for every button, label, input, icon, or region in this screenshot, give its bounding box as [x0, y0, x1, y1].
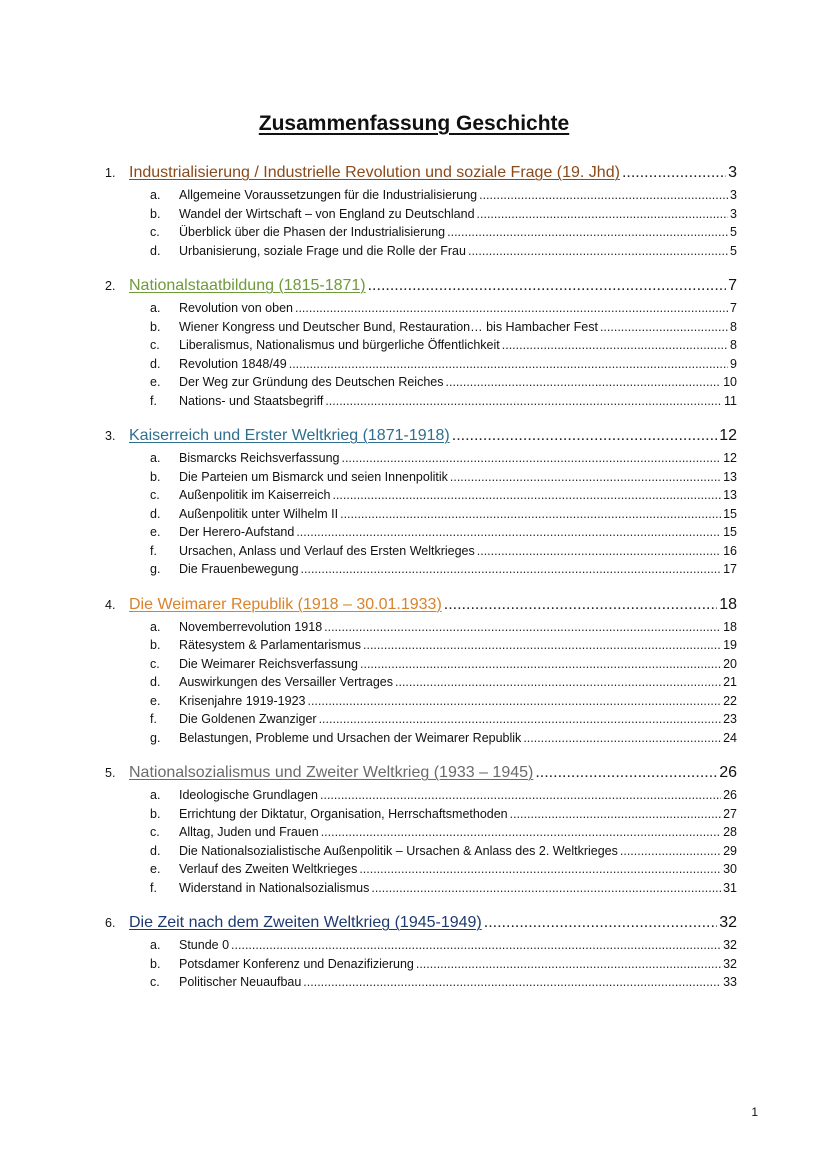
toc-chapter-link[interactable] [105, 423, 737, 449]
subsection-title: Rätesystem & Parlamentarismus [179, 638, 362, 652]
chapter-title[interactable]: Die Weimarer Republik (1918 – 30.01.1933) [129, 595, 442, 613]
toc-chapter-link[interactable] [105, 273, 737, 299]
toc-subsection-link[interactable] [105, 542, 737, 561]
subsection-page-number: 13 [723, 469, 737, 484]
subsection-title: Ideologische Grundlagen [179, 788, 318, 802]
subsection-letter: e. [150, 862, 161, 876]
subsection-letter: f. [150, 880, 157, 895]
toc-subsection-link[interactable] [105, 936, 737, 955]
toc-subsection-link[interactable] [105, 205, 737, 224]
toc-subsection-link[interactable] [105, 505, 737, 524]
toc-subsection-link[interactable] [105, 860, 737, 879]
subsection-title: Verlauf des Zweiten Weltkrieges [179, 862, 358, 876]
chapter-page-number: 18 [719, 595, 737, 613]
subsection-letter: c. [150, 488, 160, 502]
dot-leader [341, 449, 721, 468]
subsection-letter: e. [150, 693, 161, 708]
subsection-title: Allgemeine Voraussetzungen für die Industrialisierung [179, 188, 478, 202]
subsection-page-number: 26 [723, 788, 737, 802]
dot-leader [301, 560, 722, 579]
subsection-letter: c. [150, 825, 160, 839]
subsection-letter: e. [150, 375, 161, 389]
chapter-number: 2. [105, 279, 116, 293]
toc-subsection-link[interactable] [105, 786, 737, 805]
subsection-title: Außenpolitik im Kaiserreich [179, 488, 331, 502]
subsection-page-number: 5 [730, 243, 737, 258]
subsection-letter: a. [150, 188, 161, 202]
table-of-contents [105, 160, 737, 1005]
subsection-letter: b. [150, 319, 161, 334]
subsection-title: Der Herero-Aufstand [179, 525, 295, 539]
subsection-title: Wandel der Wirtschaft – von England zu Deutschland [179, 206, 475, 221]
toc-subsection-link[interactable] [105, 823, 737, 842]
subsection-letter: a. [150, 301, 161, 315]
toc-section-2 [105, 273, 737, 410]
toc-chapter-link[interactable] [105, 910, 737, 936]
subsection-letter: c. [150, 225, 160, 239]
subsection-page-number: 33 [723, 975, 737, 989]
subsection-page-number: 13 [723, 488, 737, 502]
subsection-title: Novemberrevolution 1918 [179, 619, 323, 634]
subsection-page-number: 23 [723, 712, 737, 726]
subsection-title: Widerstand in Nationalsozialismus [179, 880, 370, 895]
toc-subsection-link[interactable] [105, 318, 737, 337]
toc-subsection-link[interactable] [105, 299, 737, 318]
toc-subsection-link[interactable] [105, 729, 737, 748]
dot-leader [416, 955, 721, 974]
toc-subsection-link[interactable] [105, 336, 737, 355]
dot-leader [296, 523, 721, 542]
subsection-letter: g. [150, 730, 161, 745]
dot-leader [360, 655, 721, 674]
dot-leader [446, 373, 722, 392]
subsection-letter: g. [150, 562, 161, 576]
toc-chapter-link[interactable] [105, 592, 737, 618]
subsection-title: Nations- und Staatsbegriff [179, 393, 324, 408]
dot-leader [600, 318, 728, 337]
chapter-title[interactable]: Nationalstaatbildung (1815-1871) [129, 277, 366, 294]
dot-leader [523, 729, 721, 748]
subsection-title: Die Nationalsozialistische Außenpolitik – Ursachen & Anlass des 2. Weltkrieges [179, 843, 618, 858]
subsection-page-number: 30 [723, 862, 737, 876]
chapter-page-number: 32 [719, 914, 737, 931]
subsection-letter: b. [150, 469, 161, 484]
dot-leader [371, 879, 721, 898]
toc-section-1 [105, 160, 737, 260]
dot-leader [452, 423, 717, 449]
subsection-title: Die Frauenbewegung [179, 562, 299, 576]
subsection-letter: f. [150, 393, 157, 408]
subsection-page-number: 24 [723, 730, 737, 745]
subsection-letter: a. [150, 788, 161, 802]
subsection-page-number: 27 [723, 806, 737, 821]
subsection-title: Wiener Kongress und Deutscher Bund, Restauration… bis Hambacher Fest [179, 319, 598, 334]
subsection-title: Errichtung der Diktatur, Organisation, Herrschaftsmethoden [179, 806, 508, 821]
toc-subsection-link[interactable] [105, 223, 737, 242]
subsection-page-number: 28 [723, 825, 737, 839]
subsection-title: Alltag, Juden und Frauen [179, 825, 319, 839]
chapter-title[interactable]: Kaiserreich und Erster Weltkrieg (1871-1918) [129, 427, 450, 444]
subsection-letter: d. [150, 243, 161, 258]
toc-subsection-link[interactable] [105, 842, 737, 861]
dot-leader [340, 505, 721, 524]
dot-leader [477, 205, 729, 224]
subsection-page-number: 17 [723, 562, 737, 576]
toc-subsection-link[interactable] [105, 355, 737, 374]
toc-subsection-link[interactable] [105, 636, 737, 655]
dot-leader [444, 592, 717, 618]
dot-leader [447, 223, 728, 242]
dot-leader [479, 186, 728, 205]
dot-leader [319, 710, 722, 729]
toc-subsection-link[interactable] [105, 710, 737, 729]
subsection-letter: b. [150, 806, 161, 821]
dot-leader [368, 273, 726, 299]
subsection-title: Krisenjahre 1919-1923 [179, 693, 306, 708]
dot-leader [363, 636, 721, 655]
dot-leader [468, 242, 728, 261]
subsection-letter: b. [150, 638, 161, 652]
toc-chapter-link[interactable] [105, 160, 737, 186]
dot-leader [324, 618, 721, 637]
subsection-letter: b. [150, 206, 161, 221]
toc-subsection-link[interactable] [105, 449, 737, 468]
subsection-letter: b. [150, 956, 161, 971]
dot-leader [510, 805, 721, 824]
dot-leader [332, 486, 721, 505]
subsection-letter: a. [150, 938, 161, 952]
subsection-page-number: 7 [730, 301, 737, 315]
chapter-title[interactable]: Industrialisierung / Industrielle Revolution und soziale Frage (19. Jhd) [129, 164, 620, 181]
subsection-page-number: 8 [730, 338, 737, 352]
toc-section-5 [105, 760, 737, 897]
dot-leader [620, 842, 721, 861]
subsection-page-number: 18 [723, 619, 737, 634]
dot-leader [320, 786, 721, 805]
subsection-page-number: 11 [724, 393, 737, 408]
subsection-page-number: 32 [723, 938, 737, 952]
subsection-letter: d. [150, 356, 161, 371]
subsection-title: Liberalismus, Nationalismus und bürgerliche Öffentlichkeit [179, 338, 500, 352]
subsection-page-number: 19 [723, 638, 737, 652]
subsection-letter: c. [150, 975, 160, 989]
dot-leader [535, 760, 717, 786]
chapter-page-number: 7 [728, 277, 737, 294]
toc-section-3 [105, 423, 737, 579]
subsection-title: Urbanisierung, soziale Frage und die Rolle der Frau [179, 243, 466, 258]
subsection-page-number: 15 [723, 506, 737, 521]
dot-leader [395, 673, 721, 692]
subsection-letter: c. [150, 656, 160, 671]
subsection-page-number: 20 [723, 656, 737, 671]
dot-leader [303, 973, 721, 992]
subsection-title: Die Weimarer Reichsverfassung [179, 656, 358, 671]
chapter-number: 6. [105, 916, 116, 930]
toc-subsection-link[interactable] [105, 805, 737, 824]
subsection-letter: f. [150, 712, 157, 726]
subsection-letter: e. [150, 525, 161, 539]
toc-subsection-link[interactable] [105, 242, 737, 261]
subsection-page-number: 22 [723, 693, 737, 708]
toc-subsection-link[interactable] [105, 692, 737, 711]
toc-subsection-link[interactable] [105, 373, 737, 392]
page-number: 1 [751, 1105, 758, 1119]
toc-subsection-link[interactable] [105, 468, 737, 487]
subsection-letter: d. [150, 675, 161, 689]
subsection-page-number: 9 [730, 356, 737, 371]
subsection-page-number: 29 [723, 843, 737, 858]
subsection-title: Revolution 1848/49 [179, 356, 287, 371]
chapter-number: 5. [105, 766, 116, 780]
subsection-page-number: 15 [723, 525, 737, 539]
subsection-page-number: 16 [723, 543, 737, 558]
toc-subsection-link[interactable] [105, 186, 737, 205]
toc-subsection-link[interactable] [105, 523, 737, 542]
toc-chapter-link[interactable] [105, 760, 737, 786]
toc-subsection-link[interactable] [105, 392, 737, 411]
subsection-letter: f. [150, 543, 157, 558]
subsection-letter: d. [150, 506, 161, 521]
subsection-title: Der Weg zur Gründung des Deutschen Reiches [179, 375, 444, 389]
page-title: Zusammenfassung Geschichte [258, 112, 570, 135]
dot-leader [289, 355, 728, 374]
dot-leader [295, 299, 728, 318]
subsection-page-number: 12 [723, 451, 737, 465]
subsection-page-number: 31 [723, 880, 737, 895]
toc-subsection-link[interactable] [105, 973, 737, 992]
subsection-letter: a. [150, 451, 161, 465]
subsection-letter: d. [150, 843, 161, 858]
subsection-title: Potsdamer Konferenz und Denazifizierung [179, 956, 414, 971]
subsection-title: Außenpolitik unter Wilhelm II [179, 506, 339, 521]
subsection-page-number: 21 [723, 675, 737, 689]
chapter-title[interactable]: Nationalsozialismus und Zweiter Weltkrieg (1933 – 1945) [129, 764, 534, 781]
dot-leader [622, 160, 726, 186]
chapter-number: 3. [105, 429, 116, 443]
subsection-letter: a. [150, 619, 161, 634]
toc-subsection-link[interactable] [105, 879, 737, 898]
chapter-page-number: 26 [719, 764, 737, 781]
dot-leader [231, 936, 721, 955]
toc-section-6 [105, 910, 737, 992]
subsection-title: Bismarcks Reichsverfassung [179, 451, 340, 465]
dot-leader [502, 336, 728, 355]
subsection-title: Die Parteien um Bismarck und seien Innenpolitik [179, 469, 448, 484]
dot-leader [484, 910, 717, 936]
toc-subsection-link[interactable] [105, 486, 737, 505]
chapter-number: 4. [105, 597, 116, 612]
subsection-title: Die Goldenen Zwanziger [179, 712, 317, 726]
subsection-page-number: 8 [730, 319, 737, 334]
dot-leader [477, 542, 721, 561]
subsection-title: Überblick über die Phasen der Industrialisierung [179, 225, 446, 239]
chapter-page-number: 3 [728, 164, 737, 181]
chapter-number: 1. [105, 166, 116, 180]
subsection-page-number: 10 [723, 375, 737, 389]
toc-subsection-link[interactable] [105, 955, 737, 974]
subsection-page-number: 3 [730, 188, 737, 202]
subsection-page-number: 32 [723, 956, 737, 971]
subsection-page-number: 5 [730, 225, 737, 239]
toc-subsection-link[interactable] [105, 618, 737, 637]
chapter-page-number: 12 [719, 427, 737, 444]
toc-subsection-link[interactable] [105, 673, 737, 692]
toc-subsection-link[interactable] [105, 560, 737, 579]
subsection-page-number: 3 [730, 206, 737, 221]
subsection-title: Politischer Neuaufbau [179, 975, 302, 989]
subsection-title: Belastungen, Probleme und Ursachen der Weimarer Republik [179, 730, 522, 745]
subsection-title: Stunde 0 [179, 938, 230, 952]
toc-section-4 [105, 592, 737, 748]
dot-leader [307, 692, 721, 711]
subsection-title: Auswirkungen des Versailler Vertrages [179, 675, 394, 689]
subsection-title: Ursachen, Anlass und Verlauf des Ersten Weltkrieges [179, 543, 475, 558]
chapter-title[interactable]: Die Zeit nach dem Zweiten Weltkrieg (1945-1949) [129, 914, 482, 931]
toc-subsection-link[interactable] [105, 655, 737, 674]
subsection-title: Revolution von oben [179, 301, 293, 315]
subsection-letter: c. [150, 338, 160, 352]
dot-leader [321, 823, 721, 842]
dot-leader [359, 860, 721, 879]
dot-leader [450, 468, 721, 487]
dot-leader [325, 392, 722, 411]
